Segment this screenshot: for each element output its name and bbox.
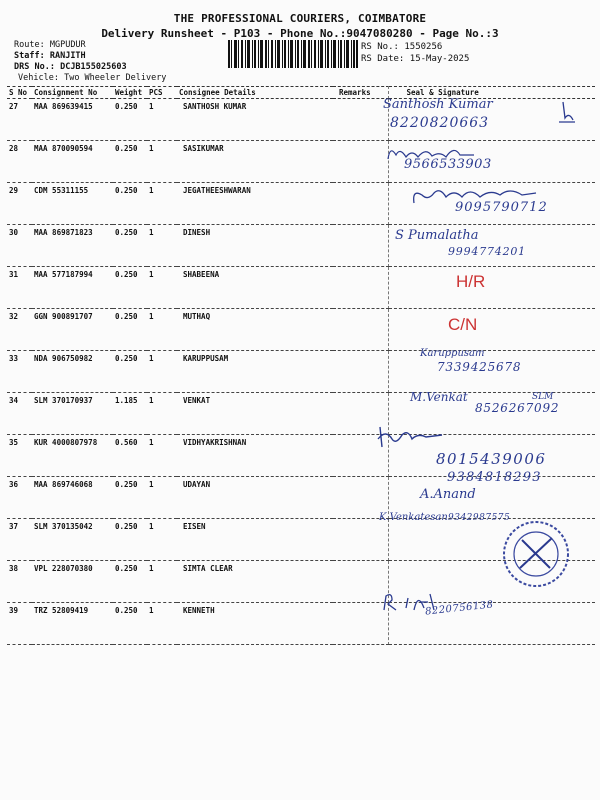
cell-sno: 32 [7,309,32,351]
cell-remarks [333,351,388,393]
staff-label: Staff: [14,51,45,61]
cell-consignee: SANTHOSH KUMAR [177,99,333,141]
cell-weight: 0.250 [113,603,147,645]
delivery-stamp [500,518,572,590]
cell-weight: 0.250 [113,519,147,561]
cell-pcs: 1 [147,477,177,519]
barcode [228,40,358,68]
sig-34-extra: SLM [532,392,554,402]
cell-consignee: KARUPPUSAM [177,351,333,393]
cell-weight: 0.250 [113,141,147,183]
drs-value: DCJB155025603 [60,62,127,72]
col-consignment: Consignment No [32,87,113,99]
cell-sno: 33 [7,351,32,393]
cell-signature [388,267,595,309]
vehicle-label: Vehicle: [18,73,59,83]
sig-27-name: Santhosh Kumar [383,97,493,112]
cell-consignment: GGN 900891707 [32,309,113,351]
cell-pcs: 1 [147,141,177,183]
cell-weight: 0.250 [113,99,147,141]
cell-remarks [333,309,388,351]
cell-consignee: EISEN [177,519,333,561]
cell-weight: 0.250 [113,309,147,351]
cell-pcs: 1 [147,309,177,351]
rs-date-value: 15-May-2025 [409,54,470,64]
table-row [7,267,595,309]
cell-consignee: DINESH [177,225,333,267]
table-row [7,141,595,183]
col-sno: S No [7,87,32,99]
table-row [7,309,595,351]
cell-weight: 0.250 [113,561,147,603]
cell-sno: 37 [7,519,32,561]
cell-sno: 35 [7,435,32,477]
cell-consignee: SIMTA CLEAR [177,561,333,603]
cell-consignment: KUR 4000807978 [32,435,113,477]
cell-remarks [333,225,388,267]
route-value: MGPUDUR [49,40,86,50]
cell-pcs: 1 [147,435,177,477]
cell-consignment: MAA 869639415 [32,99,113,141]
col-signature: Seal & Signature [388,87,595,99]
cell-weight: 0.250 [113,267,147,309]
cell-pcs: 1 [147,99,177,141]
cell-consignee: MUTHAQ [177,309,333,351]
sig-36-phone2: 9384818293 [447,470,542,485]
cell-consignment: SLM 370170937 [32,393,113,435]
sig-30-name: S Pumalatha [395,228,479,243]
cell-weight: 0.250 [113,183,147,225]
route-line [14,40,86,50]
cell-weight: 0.250 [113,225,147,267]
cell-sno: 36 [7,477,32,519]
cell-pcs: 1 [147,393,177,435]
sig-39-phone: 8220756138 [424,599,495,618]
sig-27-phone: 8220820663 [390,115,490,131]
cell-consignee: UDAYAN [177,477,333,519]
mark-32: C/N [448,315,478,334]
cell-sno: 30 [7,225,32,267]
drs-line [14,62,127,72]
cell-consignee: VENKAT [177,393,333,435]
cell-pcs: 1 [147,267,177,309]
table-header-row [7,87,595,99]
table-row [7,99,595,141]
cell-remarks [333,141,388,183]
rs-date-label: RS Date: [361,54,405,64]
rs-no-line [361,42,442,52]
cell-signature [388,309,595,351]
cell-consignment: NDA 906750982 [32,351,113,393]
cell-weight: 0.250 [113,351,147,393]
col-pcs: PCS [147,87,177,99]
cell-consignee: VIDHYAKRISHNAN [177,435,333,477]
company-title: THE PROFESSIONAL COURIERS, COIMBATORE [173,12,427,25]
sig-35-scribble [376,425,446,451]
cell-pcs: 1 [147,603,177,645]
staff-value: RANJITH [49,51,86,61]
sig-30-phone: 9994774201 [448,245,526,258]
sig-27-scribble [555,100,579,126]
route-label: Route: [14,40,45,50]
cell-weight: 0.250 [113,477,147,519]
cell-remarks [333,183,388,225]
cell-consignment: MAA 869871823 [32,225,113,267]
cell-consignee: KENNETH [177,603,333,645]
sig-36-phone1: 8015439006 [436,450,547,468]
cell-consignee: SHABEENA [177,267,333,309]
table-row [7,603,595,645]
cell-sno: 27 [7,99,32,141]
sig-33-phone: 7339425678 [437,360,522,374]
cell-weight: 0.560 [113,435,147,477]
cell-pcs: 1 [147,519,177,561]
cell-weight: 1.185 [113,393,147,435]
sig-37-name: K.Venkatesan [379,512,448,523]
cell-remarks [333,267,388,309]
cell-remarks [333,519,388,561]
sig-34-name: M.Venkat [410,390,468,404]
cell-sno: 31 [7,267,32,309]
cell-sno: 38 [7,561,32,603]
sig-36-name: A.Anand [420,487,476,502]
sig-29-phone: 9095790712 [455,200,548,215]
cell-pcs: 1 [147,183,177,225]
sig-33-name: Karuppusam [420,348,485,359]
cell-sno: 29 [7,183,32,225]
cell-sno: 34 [7,393,32,435]
sig-28-phone: 9566533903 [404,157,492,172]
cell-remarks [333,99,388,141]
rs-no-label: RS No.: [361,42,399,52]
col-details: Consignee Details [177,87,333,99]
col-weight: Weight [113,87,147,99]
vehicle-line [18,73,166,83]
cell-consignment: TRZ 52809419 [32,603,113,645]
rs-date-line [361,54,469,64]
cell-pcs: 1 [147,561,177,603]
mark-31: H/R [456,272,486,291]
cell-remarks [333,603,388,645]
drs-label: DRS No.: [14,62,55,72]
cell-consignment: MAA 870090594 [32,141,113,183]
cell-consignment: VPL 228070380 [32,561,113,603]
staff-line [14,51,86,61]
cell-sno: 39 [7,603,32,645]
col-remarks: Remarks [333,87,388,99]
cell-consignment: SLM 370135042 [32,519,113,561]
cell-pcs: 1 [147,351,177,393]
cell-pcs: 1 [147,225,177,267]
rs-no-value: 1550256 [404,42,443,52]
cell-consignee: SASIKUMAR [177,141,333,183]
cell-remarks [333,561,388,603]
runsheet-subtitle: Delivery Runsheet - P103 - Phone No.:9047080280 - Page No.:3 [101,27,499,40]
cell-consignment: CDM 55311155 [32,183,113,225]
sig-37-phone: 9342987575 [448,513,511,523]
sig-34-phone: 8526267092 [475,401,560,415]
cell-consignment: MAA 869746068 [32,477,113,519]
cell-consignee: JEGATHEESHWARAN [177,183,333,225]
vehicle-value: Two Wheeler Delivery [64,73,167,83]
cell-sno: 28 [7,141,32,183]
cell-consignment: MAA 577187994 [32,267,113,309]
